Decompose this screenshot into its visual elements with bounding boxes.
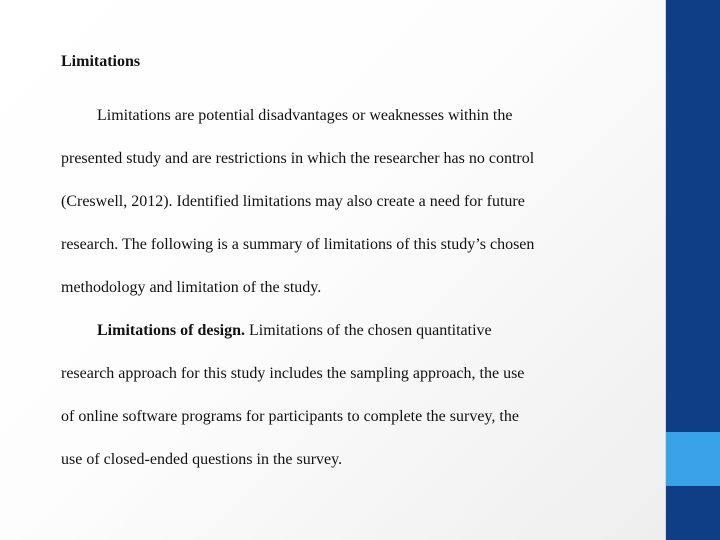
paragraph-line: use of closed-ended questions in the survey. [61, 451, 343, 468]
section-heading: Limitations [61, 53, 141, 70]
paragraph-line: (Creswell, 2012). Identified limitations may also create a need for future [61, 193, 525, 210]
subsection-heading: Limitations of design. [97, 322, 246, 339]
paragraph-line: presented study and are restrictions in which the researcher has no control [61, 150, 535, 167]
paragraph-line [61, 309, 651, 352]
sidebar-accent-block [666, 432, 720, 486]
paragraph-line: research. The following is a summary of limitations of this study’s chosen [61, 236, 535, 253]
paragraph-limitations [61, 94, 651, 309]
paragraph-line: of online software programs for participants to complete the survey, the [61, 408, 519, 425]
paragraph-design-limitations [61, 309, 651, 481]
document-body [61, 51, 651, 481]
paragraph-line: methodology and limitation of the study. [61, 279, 322, 296]
paragraph-line: Limitations are potential disadvantages or weaknesses within the [97, 107, 513, 124]
paragraph-line: research approach for this study includes the sampling approach, the use [61, 365, 525, 382]
paragraph-run: Limitations of the chosen quantitative [245, 322, 492, 339]
